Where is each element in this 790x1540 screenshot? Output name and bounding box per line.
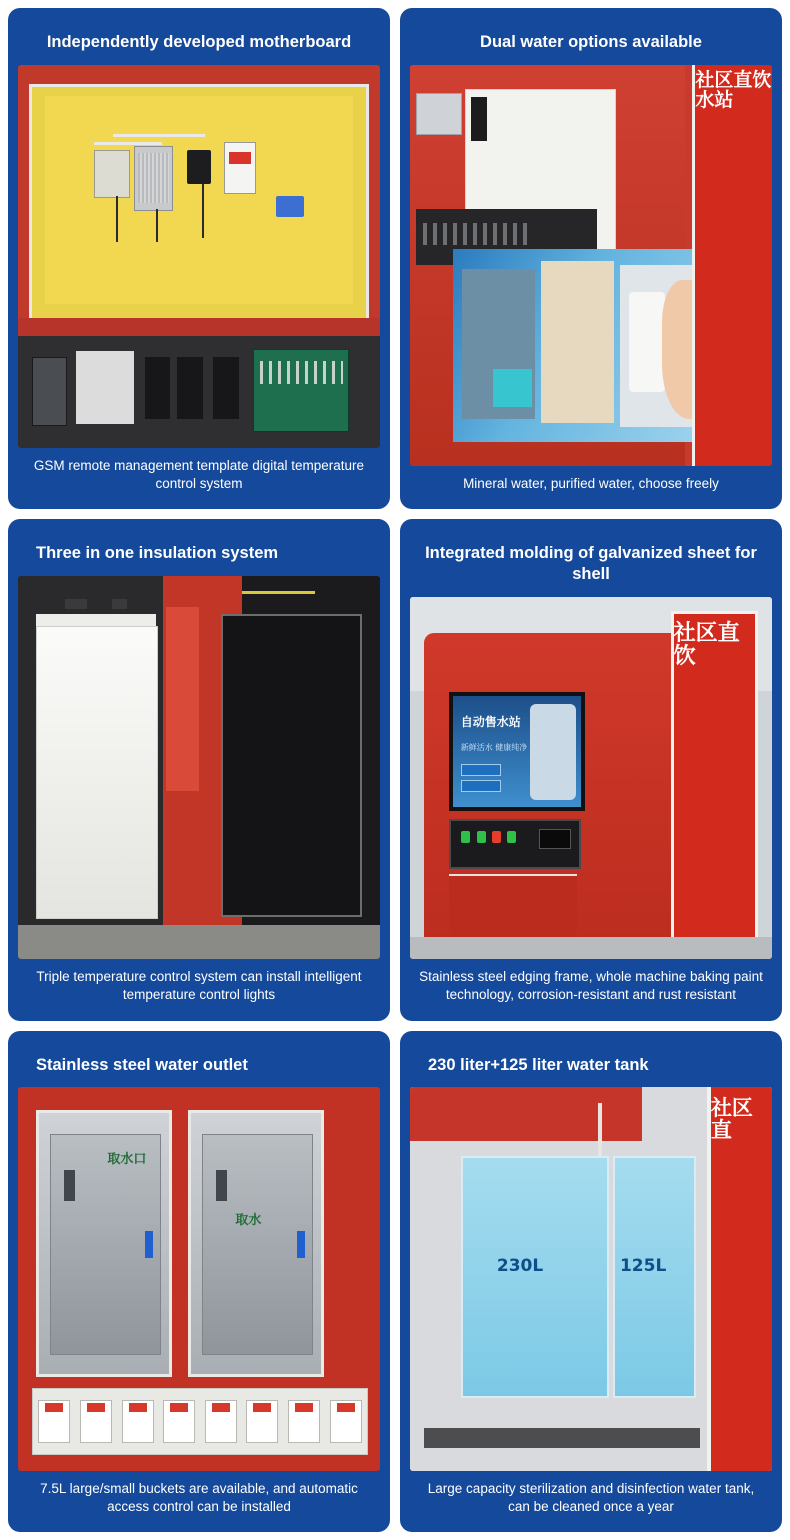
card-title: Stainless steel water outlet [36,1055,248,1074]
strip-button[interactable] [122,1400,154,1442]
machine-body [424,633,670,959]
led-indicator [492,831,501,843]
machine-sign [707,1087,772,1470]
card-caption: GSM remote management template digital temperature control system [33,457,365,492]
strip-button[interactable] [80,1400,112,1442]
tap-nozzle [216,1170,227,1201]
wire-white-1 [94,142,162,145]
wire-2 [156,209,158,242]
strip-button[interactable] [246,1400,278,1442]
wire-1 [116,196,118,242]
control-panel-frame [29,84,369,322]
teal-accent [493,369,533,408]
panel-display [539,829,572,849]
baby-bottle [629,292,666,392]
photo-motherboard [18,65,380,448]
collage-image-2 [541,261,614,423]
card-title: 230 liter+125 liter water tank [428,1055,649,1074]
sign-text: 社区直 [710,1096,753,1143]
circuit-breaker [224,142,257,194]
card-caption: Triple temperature control system can install intelligent temperature control lights [36,969,362,1003]
silver-bracket [416,93,462,135]
red-frame-inner [166,607,199,791]
wire-white-2 [113,134,205,137]
tank-label-125: 125L [619,1255,667,1276]
black-module [471,97,488,141]
photo-galvanized-shell [410,597,772,960]
outlet-bay-right [188,1110,324,1377]
yellow-backplate [45,96,353,304]
ground [410,937,772,959]
machine-sign [692,65,772,466]
insulated-tank [36,626,157,919]
strip-button[interactable] [163,1400,195,1442]
floor [18,925,380,959]
machine-screen [449,692,585,811]
terminal-block [276,196,304,217]
feature-row-2 [8,519,782,1020]
red-top-panel [410,1087,642,1141]
screen-button-1[interactable] [461,764,501,776]
black-module [187,150,212,183]
model-photo [530,704,576,799]
strip-button[interactable] [330,1400,362,1442]
screen-button-2[interactable] [461,780,501,792]
red-rail [18,318,380,336]
component-c [145,357,170,420]
component-d [177,357,202,420]
led-indicator [477,831,486,843]
photo-water-tank [410,1087,772,1470]
screen-title: 自动售水站 [460,715,521,730]
sign-text: 社区直饮 [673,621,740,670]
card-caption: 7.5L large/small buckets are available, and automatic access control can be installed [40,1480,358,1514]
led-indicator [507,831,516,843]
sign-text: 社区直饮水站 [695,68,772,111]
card-caption: Stainless steel edging frame, whole machine baking paint technology, corrosion-resistant and rust resistant [419,969,763,1003]
component-b [76,351,134,424]
strip-button[interactable] [205,1400,237,1442]
card-title: Dual water options available [480,33,702,51]
feature-card-galvanized-shell [400,519,782,1020]
tank-base [424,1428,699,1447]
outlet-label-left: 取水口 [107,1151,147,1167]
machine-sign [671,611,758,959]
outlet-inner-right [202,1134,313,1355]
energy-meter [94,150,130,198]
tank-label-230: 230L [496,1255,544,1276]
component-e [213,357,238,420]
blue-indicator [297,1231,306,1257]
feature-card-dual-water [400,8,782,509]
photo-water-outlet [18,1087,380,1470]
tank-125l [613,1156,697,1398]
outlet-inner-left [50,1134,161,1355]
power-supply-unit [134,146,173,211]
feature-card-motherboard [8,8,390,509]
outlet-label-right: 取水 [235,1212,262,1228]
strip-button[interactable] [288,1400,320,1442]
card-title: Independently developed motherboard [46,33,352,51]
black-insulation-panel [221,614,363,917]
screen-subtitle: 新鲜活水 健康纯净 [460,743,528,753]
feature-row-1 [8,8,782,509]
feature-row-3 [8,1031,782,1532]
outlet-bay-left [36,1110,172,1377]
photo-insulation [18,576,380,959]
tap-nozzle [64,1170,75,1201]
photo-dual-water [410,65,772,466]
button-strip[interactable] [32,1388,367,1455]
feature-card-water-outlet [8,1031,390,1532]
tank-230l [461,1156,610,1398]
wire-3 [202,184,204,238]
feature-card-insulation [8,519,390,1020]
card-title: Integrated molding of galvanized sheet for shell [425,544,757,583]
led-indicator [461,831,470,843]
strip-button[interactable] [38,1400,70,1442]
card-caption: Mineral water, purified water, choose freely [463,476,719,492]
component-a [32,357,67,427]
pcb-board [253,349,349,432]
feature-card-water-tank [400,1031,782,1532]
control-panel[interactable] [449,819,581,869]
lower-component-deck [18,318,380,448]
card-title: Three in one insulation system [36,544,279,563]
card-caption: Large capacity sterilization and disinfection water tank, can be cleaned once a year [427,1480,755,1514]
blue-indicator [145,1231,154,1257]
